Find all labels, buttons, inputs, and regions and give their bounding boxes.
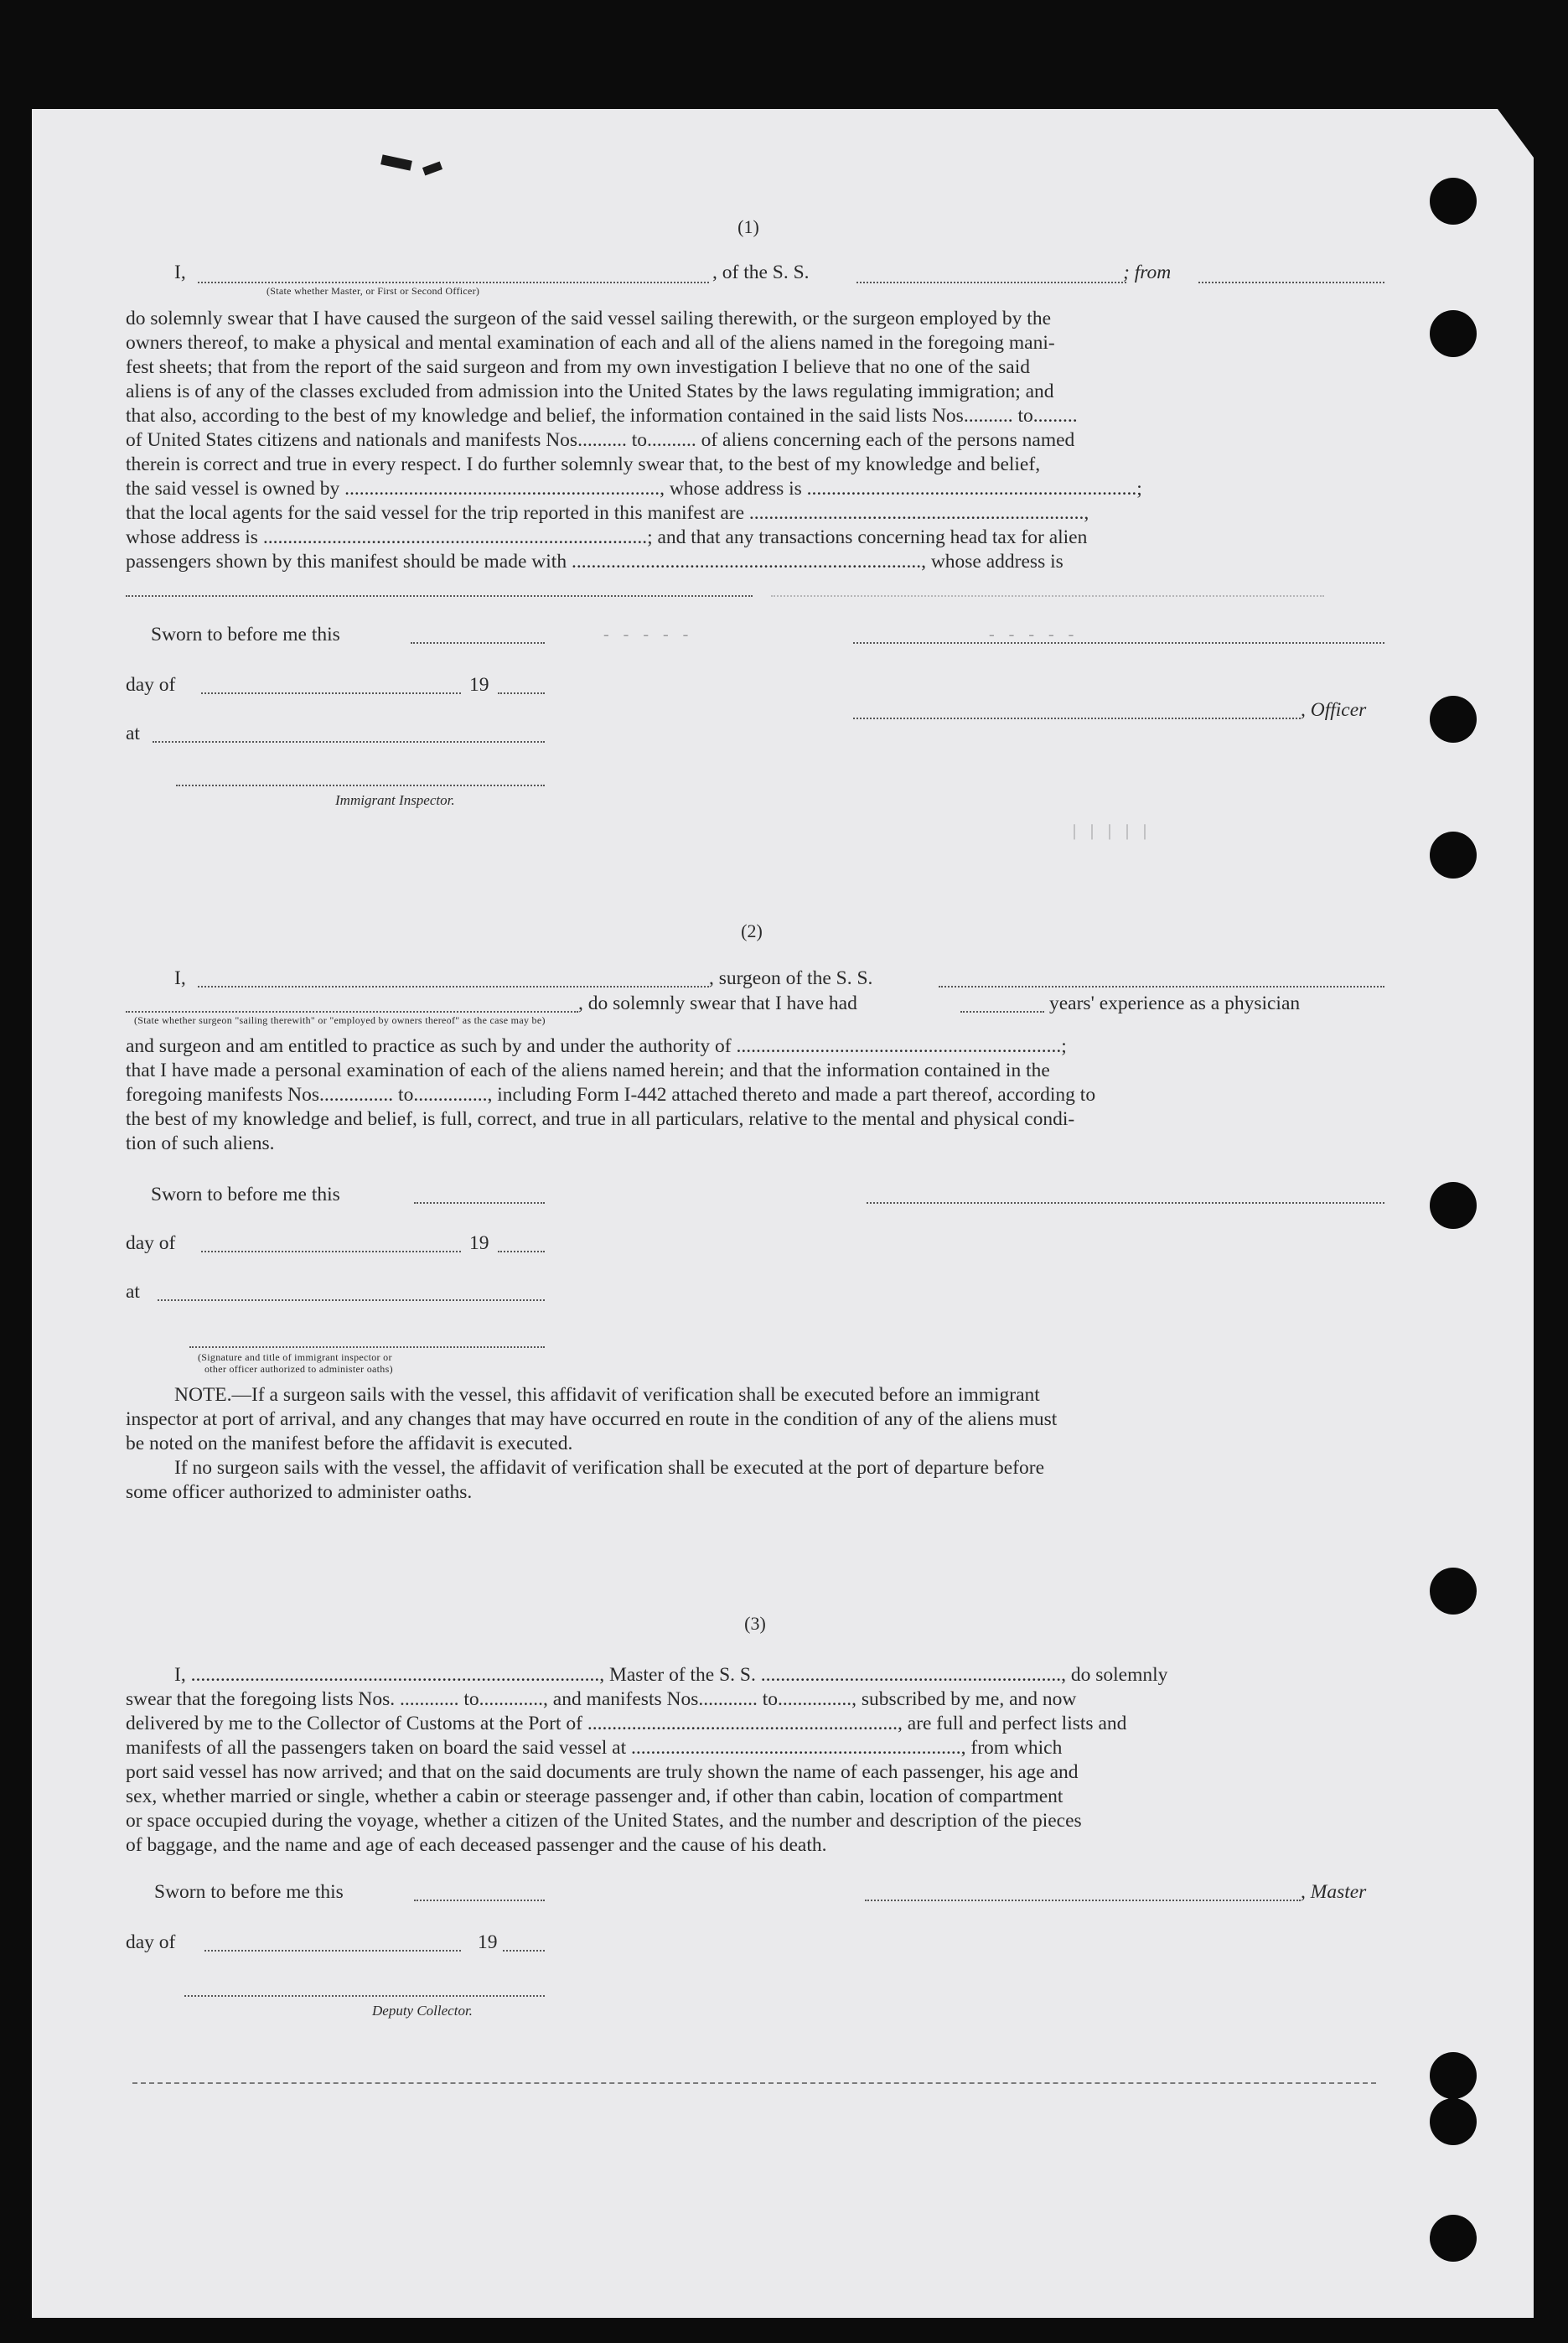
at-line <box>158 1299 545 1301</box>
years-line <box>960 1011 1044 1013</box>
punch-hole <box>1430 310 1477 357</box>
body-line: passengers shown by this manifest should be made with ......................................................................., whose address is <box>126 551 1063 573</box>
body-line: port said vessel has now arrived; and that on the said documents are truly shown the name of each passenger, his age and <box>126 1761 1079 1783</box>
punch-hole <box>1430 1182 1477 1229</box>
section-number: (3) <box>744 1613 766 1634</box>
punch-hole <box>1430 696 1477 743</box>
intro-i: I, <box>174 967 186 989</box>
body-line: swear that the foregoing lists Nos. ............ to............., and manifests Nos............ to..............., subscribed by me, and now <box>126 1688 1077 1710</box>
year-label: 19 <box>478 1931 498 1953</box>
body-line: tion of such aliens. <box>126 1133 275 1154</box>
ship-line <box>939 986 1384 987</box>
body-line: foregoing manifests Nos............... to..............., including Form I-442 attached thereto and made a part thereof, according to <box>126 1084 1096 1106</box>
body-line: owners thereof, to make a physical and mental examination of each and all of the aliens named in the foregoing mani- <box>126 332 1055 354</box>
body-line: aliens is of any of the classes excluded from admission into the United States by the laws regulating immigration; and <box>126 381 1054 402</box>
section-number: (1) <box>737 216 759 237</box>
at-line <box>153 741 545 743</box>
sworn-label: Sworn to before me this <box>151 624 340 645</box>
surgeon-name-line <box>198 986 709 987</box>
officer-label: , Officer <box>1301 699 1367 721</box>
day-of-label: day of <box>126 674 176 696</box>
punch-hole <box>1430 832 1477 879</box>
body-line: the said vessel is owned by ................................................................, whose address is ...................................................................; <box>126 478 1142 500</box>
sworn-label: Sworn to before me this <box>151 1184 340 1205</box>
day-line <box>204 1950 461 1952</box>
address-line <box>771 595 1324 597</box>
note-line: NOTE.—If a surgeon sails with the vessel, this affidavit of verification shall be executed before an immigrant <box>174 1384 1040 1406</box>
day-line <box>201 1251 461 1252</box>
year-line <box>498 692 545 694</box>
master-label: , Master <box>1301 1881 1367 1903</box>
punch-hole <box>1430 2098 1477 2145</box>
body-line: that also, according to the best of my knowledge and belief, the information contained in the said lists Nos.......... to......... <box>126 405 1078 427</box>
body-line: whose address is ..............................................................................; and that any transactions concerning head tax for alien <box>126 526 1088 548</box>
body-line: therein is correct and true in every respect. I do further solemnly swear that, to the best of my knowledge and belief, <box>126 454 1041 475</box>
day-line <box>201 692 461 694</box>
note-line: be noted on the manifest before the affidavit is executed. <box>126 1433 573 1454</box>
body-line: of baggage, and the name and age of each deceased passenger and the cause of his death. <box>126 1834 827 1856</box>
address-line <box>126 595 753 597</box>
master-caption: (State whether Master, or First or Second Officer) <box>267 285 480 297</box>
year-label: 19 <box>469 1232 489 1254</box>
at-label: at <box>126 723 140 744</box>
punch-hole <box>1430 2052 1477 2099</box>
signature-line <box>867 1202 1384 1204</box>
faded-stamp: - - - - - <box>603 625 694 644</box>
note-line: inspector at port of arrival, and any changes that may have occurred en route in the condition of any of the aliens must <box>126 1408 1058 1430</box>
at-label: at <box>126 1281 140 1303</box>
year-label: 19 <box>469 674 489 696</box>
surgeon-caption: (State whether surgeon "sailing therewith" or "employed by owners thereof" as the case may be) <box>134 1014 546 1026</box>
surgeon-type-line <box>126 1011 578 1013</box>
body-line: of United States citizens and nationals and manifests Nos.......... to.......... of aliens concerning each of the persons named <box>126 429 1075 451</box>
swear-label: , do solemnly swear that I have had <box>578 993 857 1014</box>
deputy-caption: Deputy Collector. <box>372 2003 473 2019</box>
punch-hole <box>1430 178 1477 225</box>
faded-stamp: - - - - - <box>989 625 1079 644</box>
officer-line <box>853 718 1301 719</box>
faded-stamp: | | | | | <box>1073 822 1152 840</box>
sworn-line <box>414 1900 545 1901</box>
day-of-label: day of <box>126 1232 176 1254</box>
master-sig-line <box>865 1900 1301 1901</box>
body-line: and surgeon and am entitled to practice as such by and under the authority of ..................................................................; <box>126 1035 1067 1057</box>
body-line: sex, whether married or single, whether a cabin or steerage passenger and, if other than cabin, location of compartment <box>126 1786 1063 1807</box>
note <box>126 1383 1384 1505</box>
year-line <box>503 1950 545 1952</box>
from-line <box>1198 282 1384 283</box>
body-line: that the local agents for the said vessel for the trip reported in this manifest are ...................................................................., <box>126 502 1089 524</box>
master-name-line <box>198 282 709 283</box>
body-line: or space occupied during the voyage, whether a citizen of the United States, and the number and description of the pieces <box>126 1810 1082 1832</box>
body-line: manifests of all the passengers taken on board the said vessel at ..................................................................., from which <box>126 1737 1063 1759</box>
bottom-rule <box>132 2082 1376 2084</box>
punch-hole <box>1430 1568 1477 1615</box>
year-line <box>498 1251 545 1252</box>
from-label: ; from <box>1123 262 1172 283</box>
body-line: fest sheets; that from the report of the said surgeon and from my own investigation I believe that no one of the said <box>126 356 1030 378</box>
body-line: that I have made a personal examination of each of the aliens named herein; and that the information contained in the <box>126 1060 1050 1081</box>
section1-body <box>126 307 1384 574</box>
section-number: (2) <box>741 920 763 941</box>
sworn-line <box>411 642 545 644</box>
punch-hole <box>1430 2215 1477 2262</box>
of-ship-label: , of the S. S. <box>712 262 810 283</box>
section3-body <box>126 1663 1384 1858</box>
note-line: If no surgeon sails with the vessel, the affidavit of verification shall be executed at the port of departure before <box>174 1457 1044 1479</box>
inspector-sig-line <box>189 1346 545 1348</box>
sworn-line <box>414 1202 545 1204</box>
intro-i: I, <box>174 262 186 283</box>
body-line: the best of my knowledge and belief, is full, correct, and true in all particulars, relative to the mental and physical condi- <box>126 1108 1075 1130</box>
sig-caption: other officer authorized to administer oaths) <box>204 1363 393 1375</box>
body-line: do solemnly swear that I have caused the surgeon of the said vessel sailing therewith, or the surgeon employed by the <box>126 308 1052 329</box>
body-line: I, ..................................................................................., Master of the S. S. ............................................................., do solemnly <box>174 1664 1168 1686</box>
deputy-sig-line <box>184 1995 545 1997</box>
inspector-caption: Immigrant Inspector. <box>335 792 455 808</box>
body-line: delivered by me to the Collector of Customs at the Port of ..............................................................., are full and perfect lists and <box>126 1713 1127 1734</box>
inspector-line <box>176 785 545 786</box>
signature-line <box>853 642 1384 644</box>
years-label: years' experience as a physician <box>1049 993 1301 1014</box>
sworn-label: Sworn to before me this <box>154 1881 344 1903</box>
day-of-label: day of <box>126 1931 176 1953</box>
section2-body <box>126 1034 1384 1156</box>
note-line: some officer authorized to administer oaths. <box>126 1481 473 1503</box>
ship-name-line <box>856 282 1126 283</box>
surgeon-of-label: , surgeon of the S. S. <box>709 967 873 989</box>
sig-caption: (Signature and title of immigrant inspector or <box>198 1351 392 1363</box>
